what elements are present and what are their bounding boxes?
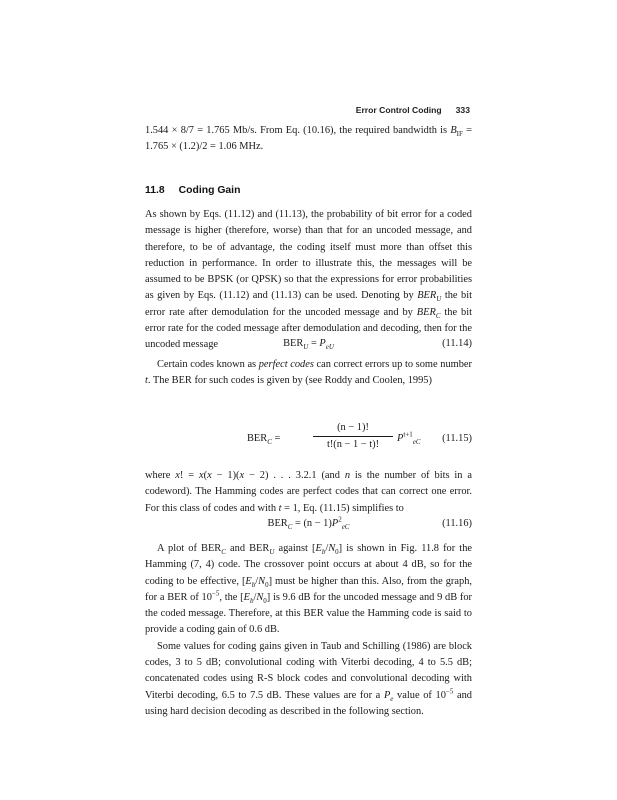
equation-11-16: $BER_C = (n - 1)P^2_{eC}$ (11.16) — [267, 515, 472, 532]
paragraph-bandwidth: 1.544 × 8/7 = 1.765 Mb/s. From Eq. (10.16), the required bandwidth is $B_{IF} = 1.765 \times (1.2)/2 = 1.06$ MHz. — [145, 125, 472, 153]
equation-number: (11.14) — [442, 338, 472, 349]
equation-number: (11.16) — [442, 518, 472, 529]
page-number: 333 — [455, 105, 470, 115]
fraction: (n − 1)! t!(n − 1 − t)! — [313, 421, 393, 452]
equation-11-15: $BER_C$ = (n − 1)! t!(n − 1 − t)! $P^{t+1}_{eC}$ (11.15) — [247, 422, 472, 450]
running-title: Error Control Coding — [355, 105, 442, 115]
fraction-bar — [313, 436, 393, 437]
paragraph-ber-plot: A plot of $BER_C$ and $BER_U$ against $[E_b/N_0]$ is shown in Fig. 11.8 for the Hamming (7, 4) code. The crossover point occurs at about 4 dB, so for the coding to be effective, $[E_b/N_0]$ must be higher than this. Also, from the graph, for a BER of $10^{-5}$, the $[E_b/N_0]$ is 9.6 dB for the uncoded message and 9 dB for the coded message. Therefore, at this BER value the Hamming code is said to provide a coding gain of 0.6 dB. Some values for coding gains given in Taub and Schilling (1986) are block codes, 3 to 5 dB; convolutional coding with Viterbi decoding, 4 to 5.5 dB; concatenated codes using R-S block codes and convolutional decoding with Viterbi decoding, 6.5 to 7.5 dB. These values are for a $P_e$ value of $10^{-5}$ and using hard decision decoding as described in the following section. — [145, 543, 473, 717]
section-title: Coding Gain — [178, 185, 241, 196]
paragraph-hamming: where x! = x(x − 1)(x − 2) . . . 3.2.1 (and n is the number of bits in a codeword). The Hamming codes are perfect codes that can correct one error. For this class of codes and with t = 1, Eq. (11.15) simplifies to — [145, 470, 473, 514]
equation-number: (11.15) — [442, 433, 472, 444]
section-heading — [145, 185, 240, 196]
paragraph-perfect-codes: Certain codes known as perfect codes can correct errors up to some number t. The BER for such codes is given by (see Roddy and Coolen, 1995) — [145, 359, 472, 387]
running-head — [356, 105, 470, 115]
paragraph-coding-gain-intro: As shown by Eqs. (11.12) and (11.13), the probability of bit error for a coded message is higher (therefore, worse) than that for an uncoded message, and therefore, to be of advantage, the coding itself must more than offset this reduction in performance. In order to illustrate this, the messages will be assumed to be BPSK (or QPSK) so that the expressions for error probabilities as given by Eqs. (11.12) and (11.13) can be used. Denoting by $BER_U$ the bit error rate after demodulation for the uncoded message and by $BER_C$ the bit error rate for the coded message after demodulation and decoding, then for the uncoded message — [145, 209, 472, 351]
equation-11-14: $BER_U = P_{eU}$ (11.14) — [283, 338, 472, 352]
section-number: 11.8 — [145, 185, 165, 196]
